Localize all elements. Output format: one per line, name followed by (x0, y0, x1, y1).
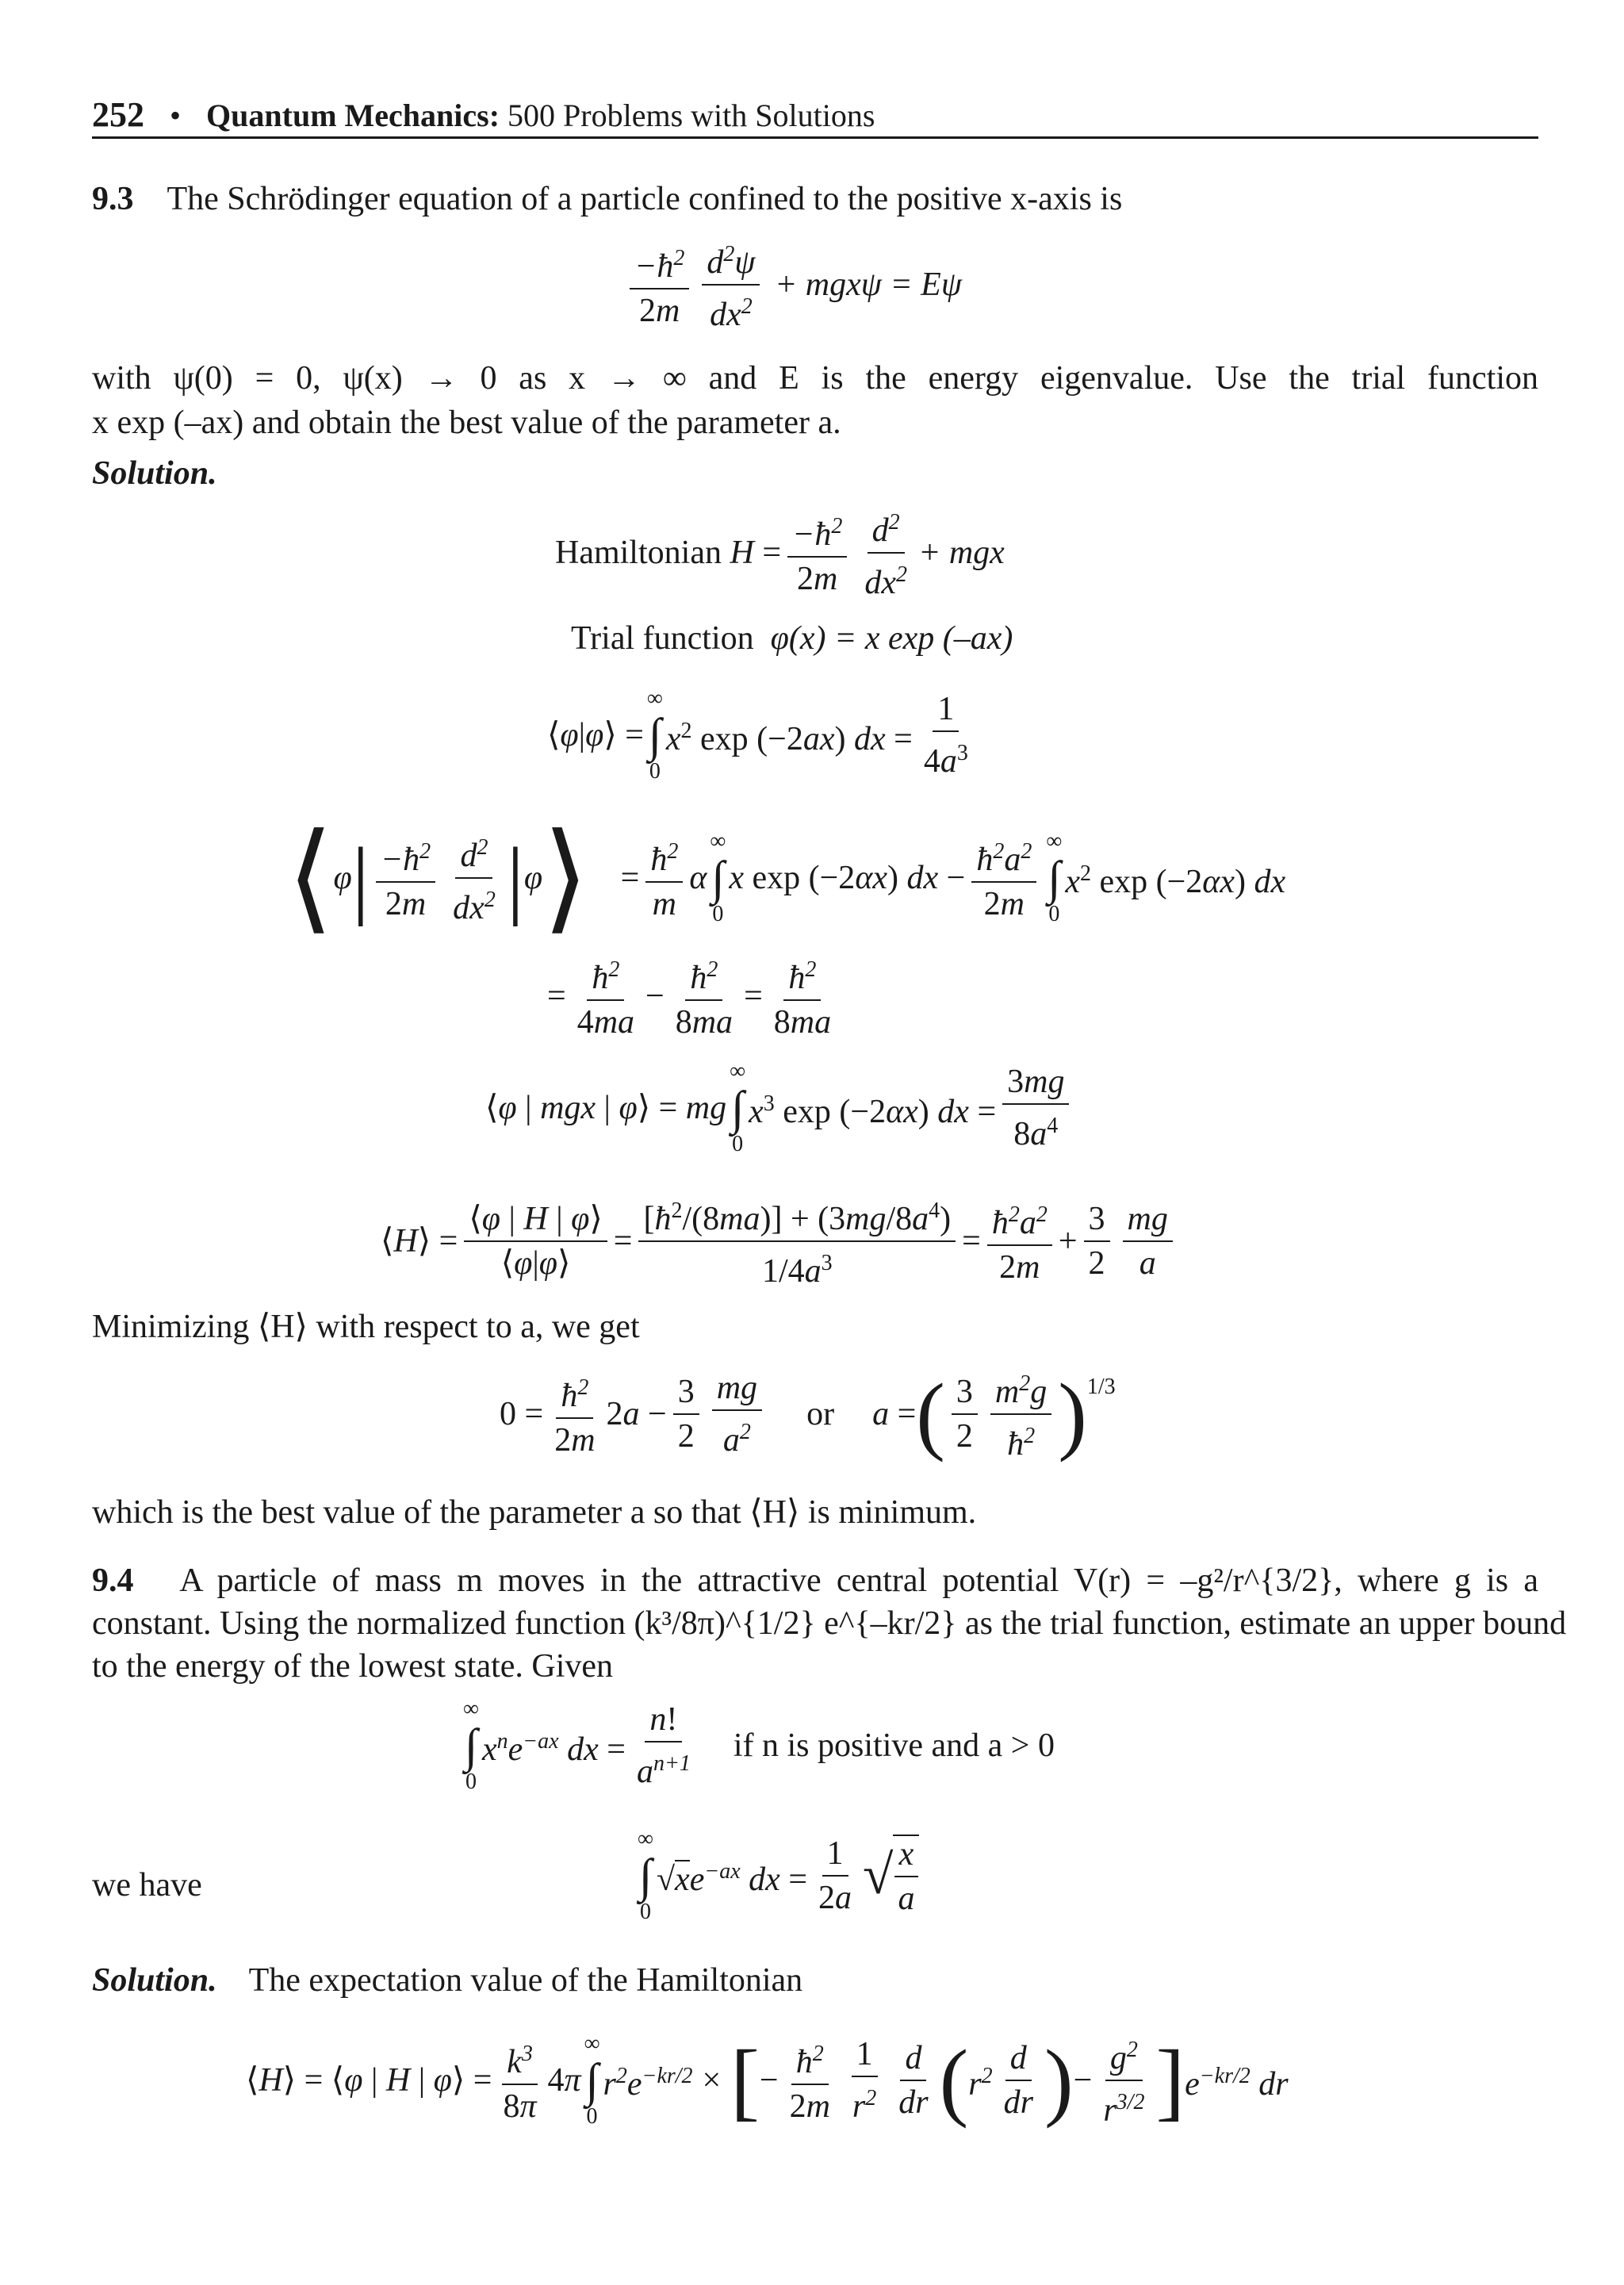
header-rule (92, 136, 1538, 139)
trial-function: Trial function φ(x) = x exp (–ax) (571, 620, 1013, 657)
expectation-equation: ⟨H⟩ = $\frac{⟨\varphi | H | \varphi⟩}{⟨\varphi|\varphi⟩}$ = $\frac{[ħ^2/(8ma)] + (3mg/8a^4)}{1/4a^3}$ = $\frac{ħ^2a^2}{2m}$ + $\frac{3}{2}$ $\frac{mg}{a}$ (381, 1193, 1179, 1290)
page-number: 252 (92, 95, 144, 134)
kinetic-result: = $\frac{ħ^2}{4ma}$ − $\frac{ħ^2}{8ma}$ = $\frac{ħ^2}{8ma}$ (547, 952, 842, 1041)
problem-9-3-line3: x exp (–ax) and obtain the best value of the parameter a. (92, 404, 841, 441)
book-title: Quantum Mechanics: (206, 98, 500, 133)
problem-9-4-line1: 9.4 A particle of mass m moves in the attractive central potential V(r) = –g²/r^{3/2}, where g is a (92, 1562, 1539, 1599)
hamiltonian-expectation-equation: ⟨H⟩ = ⟨φ | H | φ⟩ = $\frac{k^3}{8\pi}$ 4π ∞ ∫ 0 $r^2e^{-kr/2}$ × [ − $\frac{ħ^2}{2m}$ $\frac{1}{r^2}$ $\frac{d}{dr}$ ( $r^2$ $\frac{d}{dr}$ ) − $\frac{g^2}{r^{3/2}}$ ] $e^{-kr/2}$ dr (246, 2031, 1289, 2129)
minimization-equation: 0 = $\frac{ħ^2}{2m}$ 2a − $\frac{3}{2}$ $\frac{mg}{a^2}$ or a = ( $\frac{3}{2}$ $\frac{m^2g}{ħ^2}$ ) $^{1/3}$ (500, 1366, 1116, 1463)
potential-equation: ⟨φ | mgx | φ⟩ = mg ∞ ∫ 0 $x^3$ exp (−2αx) dx = $\frac{3mg}{8a^4}$ (485, 1060, 1075, 1156)
running-header (92, 94, 875, 137)
minimizing-text: Minimizing ⟨H⟩ with respect to a, we get (92, 1309, 640, 1345)
book-subtitle: 500 Problems with Solutions (508, 98, 875, 133)
sqrt-integral: ∞ ∫ 0 $√xe^{-ax}$ dx = $\frac{1}{2a}$ √ $\frac{x}{a}$ (634, 1827, 925, 1924)
given-integral: ∞ ∫ 0 $x^ne^{-ax}$ dx = $\frac{n!}{a^{n+1}}$ if n is positive and a > 0 (463, 1696, 1055, 1794)
schrodinger-equation: $\frac{-ħ^2}{2m}$ $\frac{d^2\psi}{dx^2}$ + mgxψ = Eψ (623, 236, 962, 333)
solution-9-4-line: Solution. The expectation value of the Hamiltonian (92, 1962, 803, 1999)
conclusion-text: which is the best value of the parameter a so that ⟨H⟩ is minimum. (92, 1494, 977, 1531)
problem-number: 9.4 (92, 1562, 134, 1599)
normalization-equation: ⟨φ|φ⟩ = ∞ ∫ 0 $x^2$ exp (−2ax) dx = $\frac{1}{4a^3}$ (547, 686, 968, 784)
we-have-label: we have (92, 1867, 202, 1904)
solution-label-1: Solution. (92, 455, 217, 492)
problem-9-3-line1: 9.3 The Schrödinger equation of a particle confined to the positive x-axis is (92, 181, 1123, 217)
problem-9-3-line2: with ψ(0) = 0, ψ(x) → 0 as x → ∞ and E is the energy eigenvalue. Use the trial function (92, 360, 1538, 397)
hamiltonian-equation: Hamiltonian H = $\frac{-ħ^2}{2m}$ $\frac{d^2}{dx^2}$ + mgx (555, 504, 1005, 601)
kinetic-equation: ⟨ φ | $\frac{-ħ^2}{2m}$ $\frac{d^2}{dx^2}$ | φ ⟩ = $\frac{ħ^2}{m}$ α ∞ ∫ 0 x exp (−2αx) dx − $\frac{ħ^2a^2}{2m}$ ∞ ∫ 0 $x^2$ exp (−2αx) dx (287, 812, 1286, 944)
problem-9-4-line3: to the energy of the lowest state. Given (92, 1648, 614, 1685)
header-bullet: • (170, 98, 182, 133)
problem-9-4-line2: constant. Using the normalized function (k³/8π)^{1/2} e^{–kr/2} as the trial function, estimate an upper bound (92, 1605, 1567, 1642)
problem-number: 9.3 (92, 181, 134, 217)
